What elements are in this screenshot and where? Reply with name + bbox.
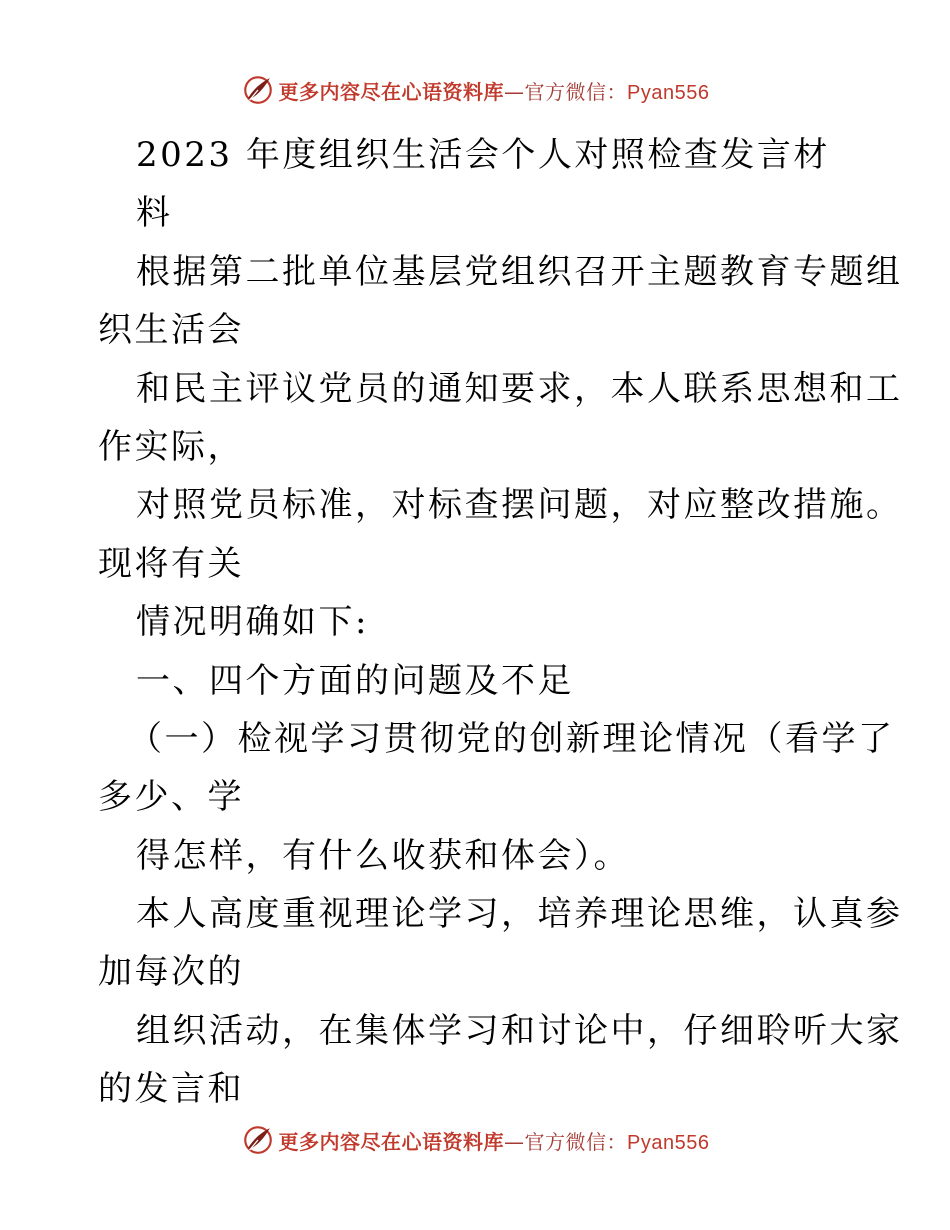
document-body	[98, 126, 903, 1119]
subsection-heading: （一）检视学习贯彻党的创新理论情况（看学了	[128, 718, 895, 759]
watermark-separator: —	[504, 79, 525, 104]
paragraph-line: 现将有关	[98, 543, 244, 584]
watermark-label: 官方微信：	[524, 79, 628, 104]
quill-logo-icon	[241, 1123, 275, 1157]
watermark-main-text: 更多内容尽在心语资料库	[278, 79, 505, 104]
paragraph-line: 的发言和	[98, 1069, 244, 1110]
watermark-separator: —	[504, 1129, 525, 1154]
watermark-wechat-id: Pyan556	[627, 81, 710, 104]
paragraph-line: 对照党员标准，对标查摆问题，对应整改措施。	[136, 485, 903, 526]
paragraph-line: 织生活会	[98, 310, 244, 351]
document-title-line-1: 2023 年度组织生活会个人对照检查发言材	[136, 135, 830, 175]
footer-watermark	[0, 1120, 950, 1160]
paragraph-line: 和民主评议党员的通知要求，本人联系思想和工	[136, 368, 903, 409]
paragraph-line: 组织活动，在集体学习和讨论中，仔细聆听大家	[136, 1010, 903, 1051]
paragraph-line: 加每次的	[98, 952, 244, 993]
watermark-main-text: 更多内容尽在心语资料库	[278, 1129, 505, 1154]
paragraph-line: 作实际，	[98, 426, 244, 467]
paragraph-line: 得怎样，有什么收获和体会）。	[136, 835, 630, 876]
header-watermark	[0, 70, 950, 110]
quill-logo-icon	[241, 73, 275, 107]
subsection-heading-continued: 多少、学	[98, 777, 244, 818]
paragraph-line: 本人高度重视理论学习，培养理论思维，认真参	[136, 894, 903, 935]
watermark-wechat-id: Pyan556	[627, 1131, 710, 1154]
paragraph-line: 情况明确如下:	[136, 602, 369, 643]
document-title-line-2: 料	[136, 193, 173, 234]
watermark-label: 官方微信：	[524, 1129, 628, 1154]
paragraph-line: 根据第二批单位基层党组织召开主题教育专题组	[136, 251, 903, 292]
section-heading: 一、四个方面的问题及不足	[136, 660, 574, 701]
